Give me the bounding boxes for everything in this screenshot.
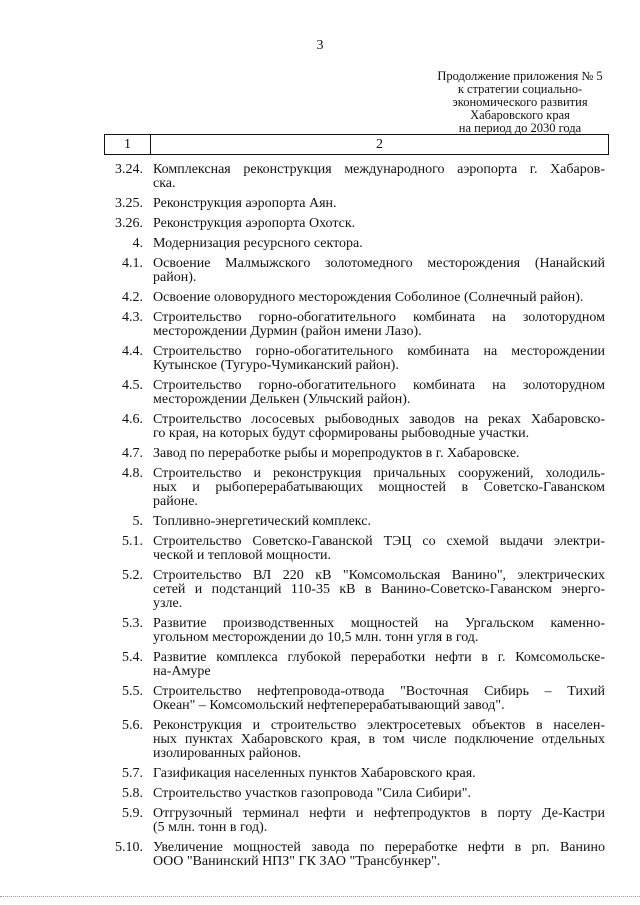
footer-divider [0, 896, 640, 897]
item-number: 4.4. [122, 344, 143, 359]
item-text-line: ных пунктах Хабаровского края, в том числе подключение отдельных [153, 732, 605, 747]
list-item [105, 257, 605, 285]
list-item [105, 807, 605, 835]
list-item [105, 345, 605, 373]
item-text [153, 197, 605, 211]
item-text-line: Строительство Советско-Гаванской ТЭЦ со схемой выдачи электри- [153, 534, 605, 549]
item-text-line: Отгрузочный терминал нефти и нефтепродуктов в порту Де-Кастри [153, 806, 605, 821]
item-text-line: Развитие комплекса глубокой переработки нефти в г. Комсомольске- [153, 650, 605, 665]
item-text-line: Увеличение мощностей завода по переработке нефти в рп. Ванино [153, 840, 605, 855]
item-text-line: Модернизация ресурсного сектора. [153, 236, 363, 251]
item-text [153, 257, 605, 285]
item-text-line: Топливно-энергетический комплекс. [153, 514, 371, 529]
column-header-2: 2 [376, 137, 383, 152]
item-number: 4.8. [122, 466, 143, 481]
item-text-line: на-Амуре [153, 664, 211, 679]
item-text [153, 379, 605, 407]
item-text-line: Строительство и реконструкция причальных сооружений, холодиль- [153, 466, 605, 481]
list-item [105, 767, 605, 781]
item-text [153, 807, 605, 835]
item-text [153, 413, 605, 441]
item-text [153, 719, 605, 761]
list-item [105, 217, 605, 231]
item-text-line: месторождении Делькен (Ульчский район). [153, 392, 411, 407]
list-item [105, 515, 605, 529]
item-text [153, 345, 605, 373]
item-text-line: Океан" – Комсомольский нефтеперерабатывающий завод". [153, 698, 505, 713]
item-number: 4.5. [122, 378, 143, 393]
list-item [105, 291, 605, 305]
list-item [105, 535, 605, 563]
item-text-line: Реконструкция аэропорта Охотск. [153, 216, 356, 231]
item-text-line: Реконструкция и строительство электросетевых объектов в населен- [153, 718, 605, 733]
item-text-line: Строительство участков газопровода "Сила Сибири". [153, 786, 472, 801]
item-text-line: Строительство лососевых рыбоводных заводов на реках Хабаровско- [153, 412, 605, 427]
appendix-line: Продолжение приложения № 5 [437, 69, 603, 83]
items-list [105, 163, 605, 875]
list-item [105, 237, 605, 251]
item-text-line: Газификация населенных пунктов Хабаровского края. [153, 766, 476, 781]
item-text [153, 841, 605, 869]
item-text-line: (5 млн. тонн в год). [153, 820, 268, 835]
item-text [153, 515, 605, 529]
list-item [105, 447, 605, 461]
item-text-line: Кутынское (Тугуро-Чумиканский район). [153, 358, 399, 373]
item-text [153, 163, 605, 191]
list-item [105, 467, 605, 509]
item-text-line: Строительство нефтепровода-отвода "Восточная Сибирь – Тихий [153, 684, 605, 699]
item-text-line: Завод по переработке рыбы и морепродуктов в г. Хабаровске. [153, 446, 520, 461]
list-item [105, 685, 605, 713]
column-header-1: 1 [105, 135, 151, 154]
item-number: 4.7. [122, 446, 143, 461]
item-text-line: ческой и тепловой мощности. [153, 548, 332, 563]
item-number: 5.5. [122, 684, 143, 699]
appendix-header [415, 70, 625, 135]
item-text-line: Строительство горно-обогатительного комбината на месторождении [153, 344, 605, 359]
item-text [153, 767, 605, 781]
item-text-line: Строительство горно-обогатительного комбината на золоторудном [153, 378, 605, 393]
item-text-line: Освоение оловорудного месторождения Соболиное (Солнечный район). [153, 290, 584, 305]
item-text-line: Строительство горно-обогатительного комбината на золоторудном [153, 310, 605, 325]
item-number: 5.4. [122, 650, 143, 665]
list-item [105, 413, 605, 441]
item-text-line: го края, на которых будут сформированы рыбоводные участки. [153, 426, 530, 441]
item-text [153, 535, 605, 563]
item-number: 5.2. [122, 568, 143, 583]
item-number: 5.3. [122, 616, 143, 631]
appendix-line: Хабаровского края [470, 108, 570, 122]
list-item [105, 197, 605, 211]
appendix-line: экономического развития [452, 95, 588, 109]
item-text [153, 569, 605, 611]
item-number: 5. [132, 514, 143, 529]
item-text-line: Строительство ВЛ 220 кВ "Комсомольская Ванино", электрических [153, 568, 605, 583]
item-number: 4.6. [122, 412, 143, 427]
item-text [153, 787, 605, 801]
item-text-line: Комплексная реконструкция международного аэропорта г. Хабаров- [153, 162, 605, 177]
item-text-line: район). [153, 270, 197, 285]
item-text [153, 237, 605, 251]
item-text [153, 651, 605, 679]
item-number: 5.10. [115, 840, 143, 855]
list-item [105, 841, 605, 869]
item-text-line: месторождении Дурмин (район имени Лазо). [153, 324, 422, 339]
item-text-line: Освоение Малмыжского золотомедного месторождения (Нанайский [153, 256, 605, 271]
item-text-line: изолированных районов. [153, 746, 302, 761]
item-text-line: Реконструкция аэропорта Аян. [153, 196, 337, 211]
item-text-line: районе. [153, 494, 198, 509]
item-text-line: ООО "Ванинский НПЗ" ГК ЗАО "Трансбункер". [153, 854, 441, 869]
item-text [153, 617, 605, 645]
list-item [105, 787, 605, 801]
item-number: 4.2. [122, 290, 143, 305]
appendix-line: на период до 2030 года [458, 121, 582, 135]
page-number: 3 [316, 38, 324, 53]
item-number: 5.1. [122, 534, 143, 549]
item-text [153, 467, 605, 509]
item-number: 5.9. [122, 806, 143, 821]
list-item [105, 569, 605, 611]
item-number: 3.25. [115, 196, 143, 211]
list-item [105, 311, 605, 339]
list-item [105, 617, 605, 645]
item-text-line: угольном месторождении до 10,5 млн. тонн угля в год. [153, 630, 479, 645]
item-text-line: сетей и подстанций 110-35 кВ в Ванино-Советско-Гаванском энерго- [153, 582, 605, 597]
item-text [153, 217, 605, 231]
item-text [153, 685, 605, 713]
item-number: 5.7. [122, 766, 143, 781]
item-number: 5.6. [122, 718, 143, 733]
item-text-line: Развитие производственных мощностей на Ургальском каменно- [153, 616, 605, 631]
item-text-line: ных и рыбоперерабатывающих мощностей в Советско-Гаванском [153, 480, 605, 495]
item-number: 4.3. [122, 310, 143, 325]
item-number: 3.24. [115, 162, 143, 177]
list-item [105, 651, 605, 679]
item-text [153, 291, 605, 305]
item-text-line: узле. [153, 596, 183, 611]
list-item [105, 379, 605, 407]
item-number: 5.8. [122, 786, 143, 801]
appendix-line: к стратегии социально- [457, 82, 583, 96]
item-text-line: ска. [153, 176, 176, 191]
item-number: 3.26. [115, 216, 143, 231]
list-item [105, 163, 605, 191]
table-header [104, 134, 609, 155]
item-text [153, 447, 605, 461]
item-number: 4. [132, 236, 143, 251]
item-text [153, 311, 605, 339]
list-item [105, 719, 605, 761]
item-number: 4.1. [122, 256, 143, 271]
